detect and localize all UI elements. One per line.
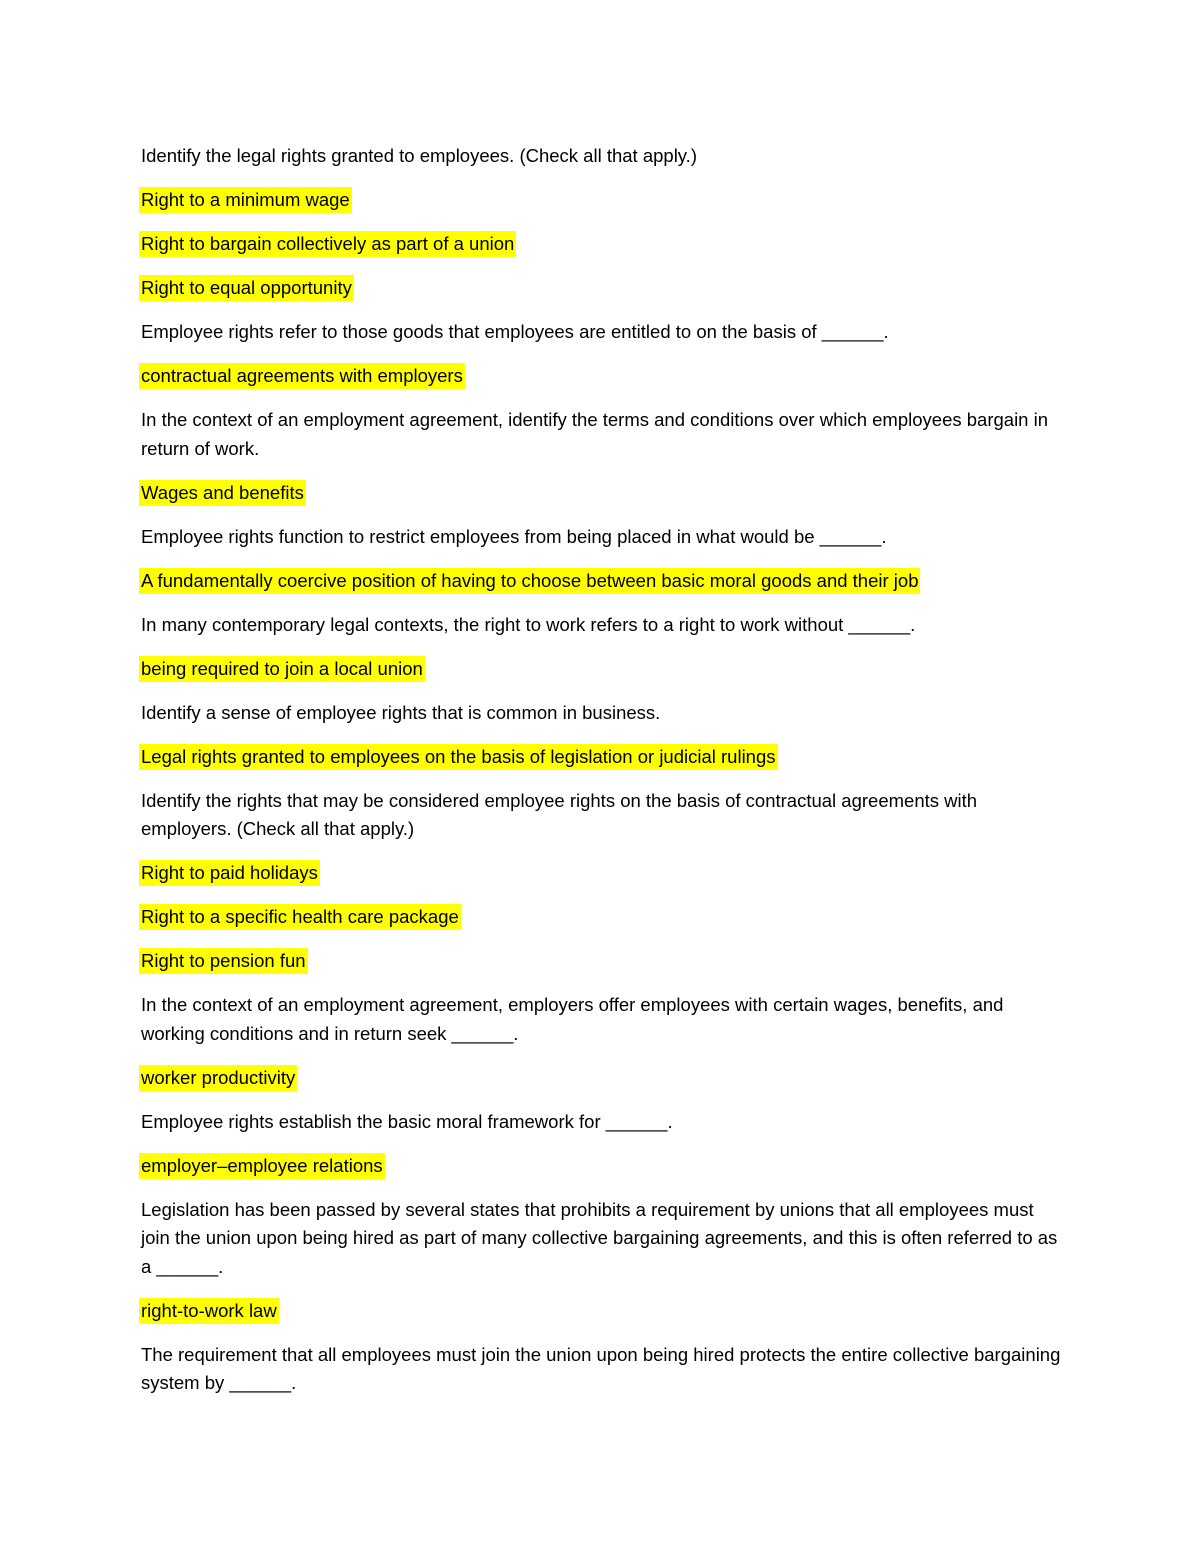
question-1: Identify the legal rights granted to employees. (Check all that apply.) — [141, 145, 697, 166]
highlighted-answer: Right to pension fun — [139, 948, 308, 974]
question-4: Employee rights function to restrict employees from being placed in what would be ______. — [141, 525, 887, 547]
question-8: In the context of an employment agreement, employers offer employees with certain wages, benefits, and working conditions and in return seek ______. — [141, 994, 1004, 1044]
question-9: Employee rights establish the basic moral framework for ______. — [141, 1110, 673, 1132]
highlighted-answer: Right to paid holidays — [139, 860, 320, 886]
highlighted-answer: Right to a specific health care package — [139, 904, 461, 930]
highlighted-answer: employer–employee relations — [139, 1153, 385, 1179]
question-5: In many contemporary legal contexts, the right to work refers to a right to work without ______. — [141, 613, 916, 635]
answer-7a — [141, 859, 1061, 888]
highlighted-answer: worker productivity — [139, 1065, 297, 1091]
document-body — [141, 142, 1061, 1413]
answer-2 — [141, 362, 1061, 391]
answer-8 — [141, 1064, 1061, 1093]
highlighted-answer: being required to join a local union — [139, 656, 425, 682]
question-2: Employee rights refer to those goods that employees are entitled to on the basis of ______. — [141, 321, 889, 342]
answer-10 — [141, 1297, 1061, 1326]
answer-5 — [141, 655, 1061, 684]
answer-7b — [141, 903, 1061, 932]
question-3: In the context of an employment agreement, identify the terms and conditions over which employees bargain in return of work. — [141, 409, 1049, 459]
answer-1b — [141, 230, 1061, 259]
answer-1a — [141, 186, 1061, 215]
highlighted-answer: Legal rights granted to employees on the basis of legislation or judicial rulings — [139, 744, 778, 770]
highlighted-answer: Right to equal opportunity — [139, 275, 354, 301]
answer-9 — [141, 1152, 1061, 1181]
highlighted-answer: A fundamentally coercive position of having to choose between basic moral goods and their job — [139, 568, 920, 594]
highlighted-answer: right-to-work law — [139, 1298, 279, 1324]
answer-6 — [141, 743, 1061, 772]
answer-4 — [141, 567, 1061, 596]
question-10: Legislation has been passed by several states that prohibits a requirement by unions that all employees must join the union upon being hired as part of many collective bargaining agreements, and this is often referred to as a ______. — [141, 1198, 1058, 1277]
highlighted-answer: Wages and benefits — [139, 480, 306, 506]
highlighted-answer: Right to bargain collectively as part of a union — [139, 231, 516, 257]
highlighted-answer: Right to a minimum wage — [139, 187, 352, 213]
answer-3 — [141, 479, 1061, 508]
question-6: Identify a sense of employee rights that is common in business. — [141, 701, 661, 723]
answer-1c — [141, 274, 1061, 303]
question-11: The requirement that all employees must join the union upon being hired protects the entire collective bargaining system by ______. — [141, 1343, 1061, 1393]
question-7: Identify the rights that may be considered employee rights on the basis of contractual agreements with employers. (Check all that apply.) — [141, 789, 978, 839]
answer-7c — [141, 947, 1061, 976]
highlighted-answer: contractual agreements with employers — [139, 363, 465, 389]
